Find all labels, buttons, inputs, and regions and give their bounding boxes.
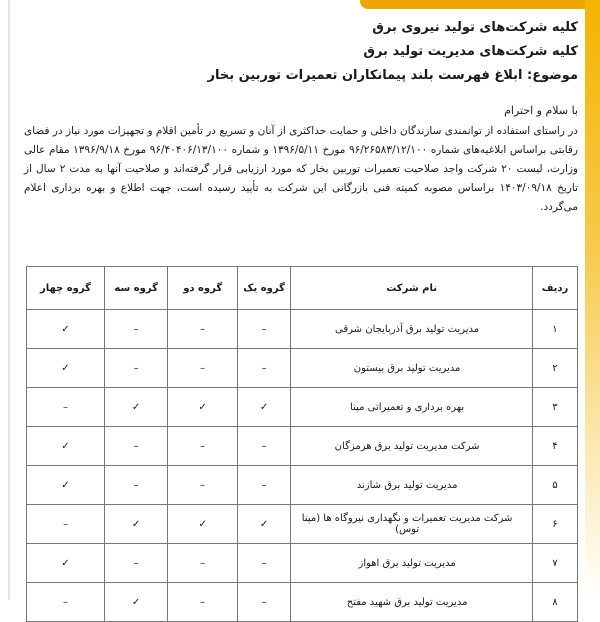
header-group-four: گروه چهار	[27, 267, 105, 310]
group-two-mark: ✓	[168, 505, 238, 544]
group-one-mark: –	[238, 466, 291, 505]
group-four-mark: ✓	[27, 466, 105, 505]
row-number: ۲	[532, 349, 577, 388]
group-one-mark: –	[238, 583, 291, 622]
group-four-mark: –	[27, 505, 105, 544]
row-number: ۳	[532, 388, 577, 427]
row-number: ۴	[532, 427, 577, 466]
group-four-mark: –	[27, 388, 105, 427]
company-name: مدیریت تولید برق شازند	[291, 466, 533, 505]
group-two-mark: –	[168, 427, 238, 466]
row-number: ۸	[532, 583, 577, 622]
table-row	[27, 583, 578, 622]
row-number: ۵	[532, 466, 577, 505]
group-one-mark: –	[238, 349, 291, 388]
letter-greeting: با سلام و احترام	[504, 104, 578, 117]
company-name: مدیریت تولید برق اهواز	[291, 544, 533, 583]
group-three-mark: –	[104, 466, 167, 505]
table-row	[27, 349, 578, 388]
recipient-line: کلیه شرکت‌های تولید نیروی برق	[372, 20, 578, 35]
company-name: شرکت مدیریت تولید برق هرمزگان	[291, 427, 533, 466]
table-row	[27, 310, 578, 349]
letterhead-side-band	[585, 0, 600, 600]
group-three-mark: ✓	[104, 505, 167, 544]
letter-subject: موضوع: ابلاغ فهرست بلند پیمانکاران تعمیرات توربین بخار	[207, 68, 578, 83]
company-name: مدیریت تولید برق آذربایجان شرقی	[291, 310, 533, 349]
table-row	[27, 505, 578, 544]
group-two-mark: –	[168, 583, 238, 622]
letterhead-strip	[360, 0, 600, 9]
row-number: ۷	[532, 544, 577, 583]
table-row	[27, 466, 578, 505]
group-one-mark: –	[238, 310, 291, 349]
page-left-edge	[8, 0, 10, 600]
letter-body: در راستای استفاده از توانمندی سازندگان داخلی و حمایت حداکثری از آنان و تسریع در تأمین اقلام و تجهیزات مورد نیاز در فضای رقابتی براساس ابلاغیه‌های شماره ۹۶/۲۶۵۸۳/۱۲/۱۰۰ مورخ ۱۳۹۶/۵/۱۱ و شماره ۹۶/۴۰۴۰۶/۱۳/۱۰۰ مورخ ۱۳۹۶/۹/۱۸ مقام عالی وزارت، لیست ۲۰ شرکت واجد صلاحیت تعمیرات توربین بخار که مورد ارزیابی قرار گرفته‌اند و صلاحیت آنها به مدت ۲ سال از تاریخ ۱۴۰۳/۰۹/۱۸ براساس مصوبه کمیته فنی بازرگانی این شرکت به تأیید رسیده است، جهت اطلاع و بهره برداری اعلام می‌گردد.	[24, 125, 579, 213]
group-four-mark: ✓	[27, 544, 105, 583]
group-four-mark: ✓	[27, 349, 105, 388]
group-three-mark: –	[104, 544, 167, 583]
group-three-mark: ✓	[104, 388, 167, 427]
group-two-mark: –	[168, 310, 238, 349]
table-row	[27, 427, 578, 466]
table-row	[27, 544, 578, 583]
recipient-line: کلیه شرکت‌های مدیریت تولید برق	[363, 44, 578, 59]
header-row-number: ردیف	[532, 267, 577, 310]
group-three-mark: –	[104, 427, 167, 466]
group-one-mark: –	[238, 427, 291, 466]
group-two-mark: ✓	[168, 388, 238, 427]
group-two-mark: –	[168, 544, 238, 583]
header-group-two: گروه دو	[168, 267, 238, 310]
header-group-one: گروه یک	[238, 267, 291, 310]
group-two-mark: –	[168, 349, 238, 388]
recipients-block	[22, 16, 578, 88]
header-group-three: گروه سه	[104, 267, 167, 310]
group-three-mark: ✓	[104, 583, 167, 622]
group-one-mark: ✓	[238, 505, 291, 544]
group-two-mark: –	[168, 466, 238, 505]
company-name: بهره برداری و تعمیراتی مپنا	[291, 388, 533, 427]
table-row	[27, 388, 578, 427]
group-three-mark: –	[104, 349, 167, 388]
company-name: شرکت مدیریت تعمیرات و نگهداری نیروگاه ها (مپنا توس)	[291, 505, 533, 544]
company-name: مدیریت تولید برق بیستون	[291, 349, 533, 388]
table-header-row	[27, 267, 578, 310]
row-number: ۶	[532, 505, 577, 544]
header-company-name: نام شرکت	[291, 267, 533, 310]
group-four-mark: ✓	[27, 427, 105, 466]
company-name: مدیریت تولید برق شهید مفتح	[291, 583, 533, 622]
group-one-mark: ✓	[238, 388, 291, 427]
contractors-table	[26, 266, 578, 622]
group-one-mark: –	[238, 544, 291, 583]
group-four-mark: –	[27, 583, 105, 622]
letter-document	[22, 10, 579, 608]
group-three-mark: –	[104, 310, 167, 349]
group-four-mark: ✓	[27, 310, 105, 349]
row-number: ۱	[532, 310, 577, 349]
